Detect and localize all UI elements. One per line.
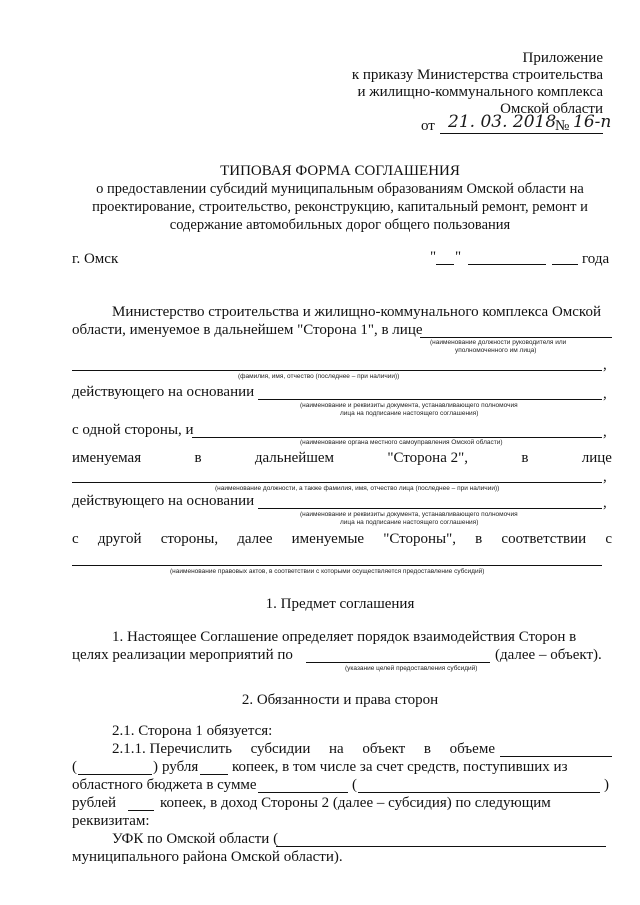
rubles-label: рублей [72, 795, 117, 811]
amount-words-open: ( [72, 759, 77, 775]
basis-doc-blank [258, 399, 602, 400]
note-doc2-1: (наименование и реквизиты документа, устанавливающего полномочия [300, 511, 518, 518]
year-word: года [582, 251, 610, 267]
volume-blank [500, 756, 612, 757]
position-fio-blank [72, 482, 602, 483]
amount-line-end: копеек, в том числе за счет средств, поступивших из [232, 759, 568, 775]
note-position-1: (наименование должности руководителя или [430, 339, 567, 346]
title-line-2: проектирование, строительство, реконструкцию, капитальный ремонт, ремонт и [92, 199, 588, 215]
note-local-gov: (наименование органа местного самоуправления Омской области) [300, 439, 503, 446]
ufk-label: УФК по Омской области ( [112, 831, 279, 847]
fio-blank [72, 370, 602, 371]
section-1-line-1: 1. Настоящее Соглашение определяет порядок взаимодействия Сторон в [112, 629, 577, 645]
appendix-region-line: Омской области [500, 101, 603, 117]
ufk-district-line: муниципального района Омской области). [72, 849, 343, 865]
preamble-line-2: области, именуемое в дальнейшем "Сторона 1", в лице [72, 322, 423, 338]
date-underline [440, 133, 603, 134]
basis-doc-blank-2 [258, 508, 602, 509]
appendix-ministry-line: и жилищно-коммунального комплекса [357, 84, 603, 100]
kopecks-blank [200, 774, 228, 775]
number-sign: № [555, 118, 570, 134]
comma-4: , [603, 469, 607, 485]
subsidy-line-end: копеек, в доход Стороны 2 (далее – субсидия) по следующим [160, 795, 551, 811]
note-fio: (фамилия, имя, отчество (последнее – при наличии)) [238, 373, 400, 380]
other-side-line: с другой стороны, далее именуемые "Стороны", в соответствии с [72, 531, 612, 547]
regional-sum-blank [258, 792, 348, 793]
title-line-3: содержание автомобильных дорог общего пользования [169, 217, 511, 233]
one-side-label: с одной стороны, и [72, 422, 194, 438]
position-blank [420, 337, 612, 338]
handwritten-number: 16-п [573, 112, 612, 132]
section-1-line-2-start: целях реализации мероприятий по [72, 647, 293, 663]
amount-words-close: ) [153, 759, 158, 775]
handwritten-date: 21. 03. 2018 [448, 112, 557, 132]
note-goals: (указание целей предоставления субсидий) [345, 665, 478, 672]
ufk-blank [276, 846, 606, 847]
acting-basis-label-2: действующего на основании [72, 493, 255, 509]
regional-kopecks-blank [128, 810, 154, 811]
requisites-label: реквизитам: [72, 813, 150, 829]
appendix-label: Приложение [522, 50, 603, 66]
regional-sum-words-open: ( [352, 777, 357, 793]
acting-basis-label: действующего на основании [72, 384, 255, 400]
note-legal-acts: (наименование правовых актов, в соответствии с которыми осуществляется предоставление субсидий) [170, 568, 485, 575]
note-doc2-2: лица на подписание настоящего соглашения) [340, 519, 479, 526]
note-doc-2: лица на подписание настоящего соглашения) [340, 410, 479, 417]
section-2-heading: 2. Обязанности и права сторон [241, 692, 439, 708]
comma-2: , [603, 386, 607, 402]
appendix-order-line: к приказу Министерства строительства [351, 67, 603, 83]
note-position-2: уполномоченного им лица) [455, 347, 537, 354]
month-blank [468, 264, 546, 265]
comma-5: , [603, 495, 607, 511]
comma-1: , [603, 357, 607, 373]
date-quote-open: " [430, 249, 437, 265]
title-line-1: о предоставлении субсидий муниципальным образованиям Омской области на [96, 181, 584, 197]
note-position-fio: (наименование должности, а также фамилия, имя, отчество лица (последнее – при наличии)) [215, 485, 500, 492]
date-prefix: от [421, 118, 435, 134]
form-title: ТИПОВАЯ ФОРМА СОГЛАШЕНИЯ [220, 163, 460, 179]
clause-2-1-1-line: 2.1.1. Перечислить субсидии на объект в объеме [112, 741, 495, 757]
legal-acts-blank [72, 565, 602, 566]
regional-budget-label: областного бюджета в сумме [72, 777, 257, 793]
regional-sum-words-close: ) [604, 777, 609, 793]
amount-words-blank [78, 774, 152, 775]
regional-sum-words-blank [358, 792, 600, 793]
local-gov-blank [192, 437, 602, 438]
note-doc-1: (наименование и реквизиты документа, устанавливающего полномочия [300, 402, 518, 409]
clause-2-1: 2.1. Сторона 1 обязуется: [112, 723, 273, 739]
section-1-line-2-end: (далее – объект). [495, 647, 602, 663]
comma-3: , [603, 424, 607, 440]
preamble-line-1: Министерство строительства и жилищно-коммунального комплекса Омской [112, 304, 601, 320]
section-1-heading: 1. Предмет соглашения [265, 596, 415, 612]
rubles-word: рубля [162, 759, 199, 775]
day-blank [436, 264, 454, 265]
named-line: именуемая в дальнейшем "Сторона 2", в лице [72, 450, 612, 466]
date-quote-close: " [455, 249, 462, 265]
goals-blank [306, 662, 490, 663]
city-label: г. Омск [72, 251, 119, 267]
year-blank [552, 264, 578, 265]
